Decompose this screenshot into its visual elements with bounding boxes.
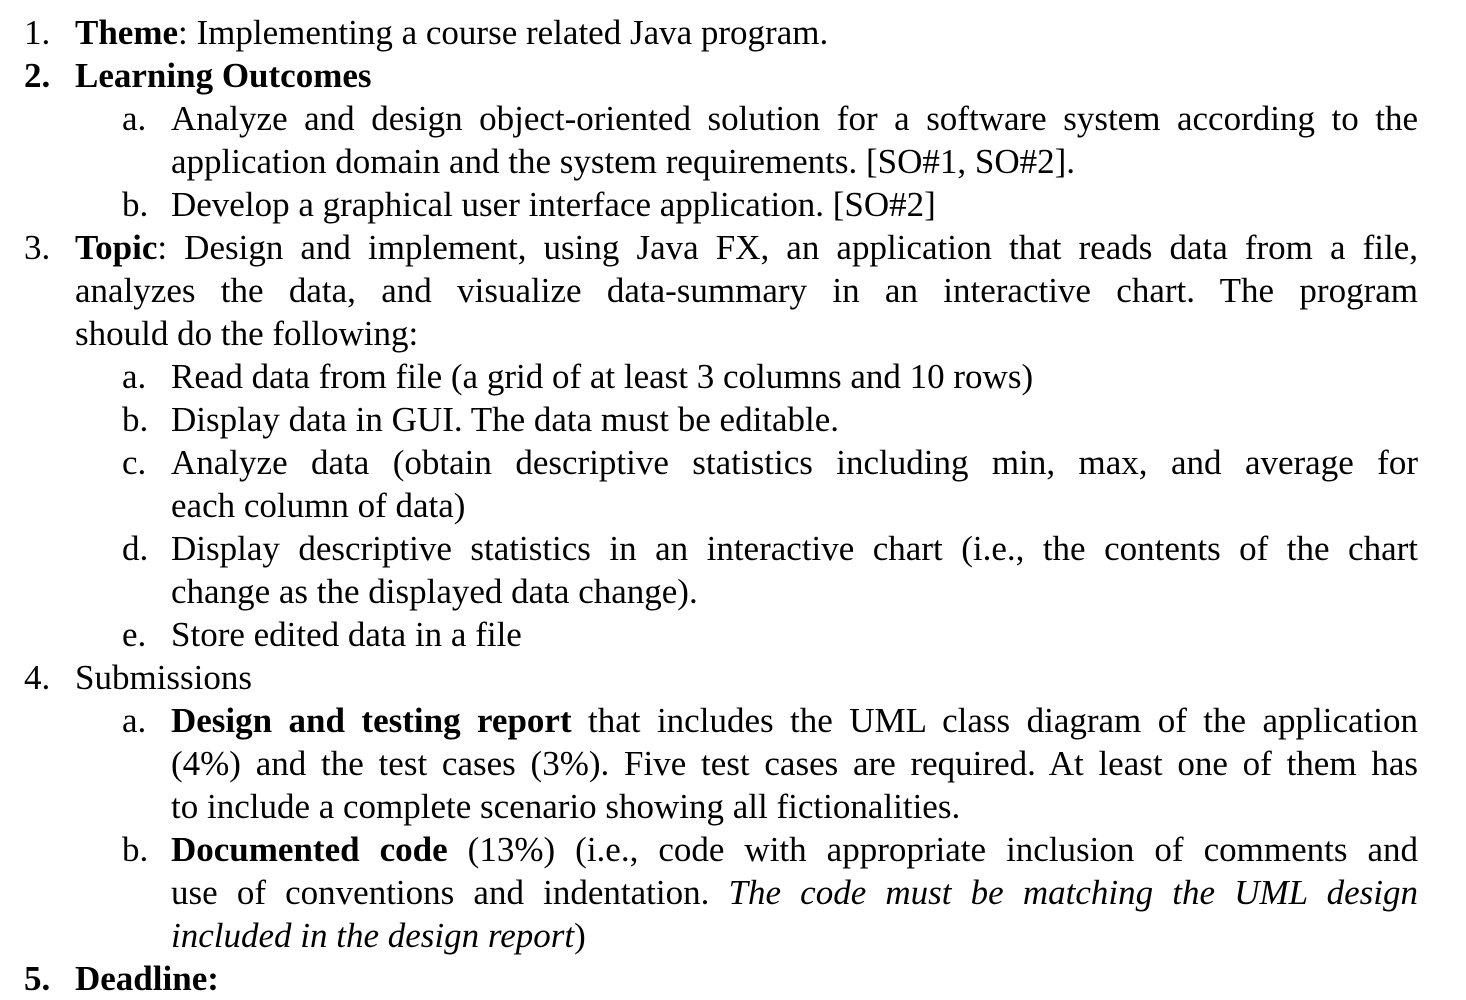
item-2b-line1: Develop a graphical user interface application. [SO#2] [171,185,936,224]
item-4b-line2-text: use of conventions and indentation. [171,873,729,912]
item-4a-bold: Design and testing report [171,701,572,740]
item-3e-letter: e. [122,615,147,654]
item-4b-bold: Documented code [171,830,448,869]
item-3-line2: analyzes the data, and visualize data-summary in an interactive chart. The program [75,271,1418,310]
item-4a-line1 [171,699,1418,742]
item-2-number: 2. [24,56,51,95]
item-2-label: Learning Outcomes [75,56,372,95]
item-3-line3: should do the following: [75,314,419,353]
item-1-label: Theme [75,13,179,52]
item-3c-letter: c. [122,443,147,482]
item-2a-line2: application domain and the system requirements. [SO#1, SO#2]. [171,142,1076,181]
item-3b-line1: Display data in GUI. The data must be editable. [171,400,840,439]
item-5-number: 5. [24,959,51,998]
item-3-line1 [75,226,1418,269]
item-4b-line2-italic: The code must be matching the UML design [728,873,1418,912]
item-3-line1-text: : Design and implement, using Java FX, an application that reads data from a file, [157,228,1418,267]
item-3a-line1: Read data from file (a grid of at least 3 columns and 10 rows) [171,357,1034,396]
item-4-label: Submissions [75,658,252,697]
item-2a-letter: a. [122,99,147,138]
item-5-line [75,957,219,1000]
item-4a-line3: to include a complete scenario showing all fictionalities. [171,787,961,826]
item-2-line [75,54,372,97]
item-3e-line1: Store edited data in a file [171,615,522,654]
item-3-label: Topic [75,228,158,267]
item-4b-line3 [171,914,586,957]
item-2a-line1: Analyze and design object-oriented solution for a software system according to the [171,99,1418,138]
item-3c-line2: each column of data) [171,486,466,525]
item-1-line [75,11,828,54]
item-4a-line1-text: that includes the UML class diagram of the application [571,701,1418,740]
item-4b-line3-end: ) [574,916,586,955]
item-3-number: 3. [24,228,51,267]
item-3c-line1: Analyze data (obtain descriptive statistics including min, max, and average for [171,443,1418,482]
item-3a-letter: a. [122,357,147,396]
item-5-label: Deadline: [75,959,219,998]
item-3d-line1: Display descriptive statistics in an interactive chart (i.e., the contents of the chart [171,529,1418,568]
item-2b-letter: b. [122,185,149,224]
item-3d-line2: change as the displayed data change). [171,572,698,611]
item-4b-line1-text: (13%) (i.e., code with appropriate inclusion of comments and [447,830,1419,869]
item-1-text: : Implementing a course related Java program. [178,13,829,52]
item-4a-line2: (4%) and the test cases (3%). Five test cases are required. At least one of them has [171,744,1418,783]
item-4a-letter: a. [122,701,147,740]
item-3b-letter: b. [122,400,149,439]
item-4-number: 4. [24,658,51,697]
item-4b-line3-italic: included in the design report [171,916,575,955]
item-4b-line1 [171,828,1418,871]
item-1-number: 1. [24,13,51,52]
item-4b-letter: b. [122,830,149,869]
item-3d-letter: d. [122,529,149,568]
item-4b-line2 [171,871,1418,914]
